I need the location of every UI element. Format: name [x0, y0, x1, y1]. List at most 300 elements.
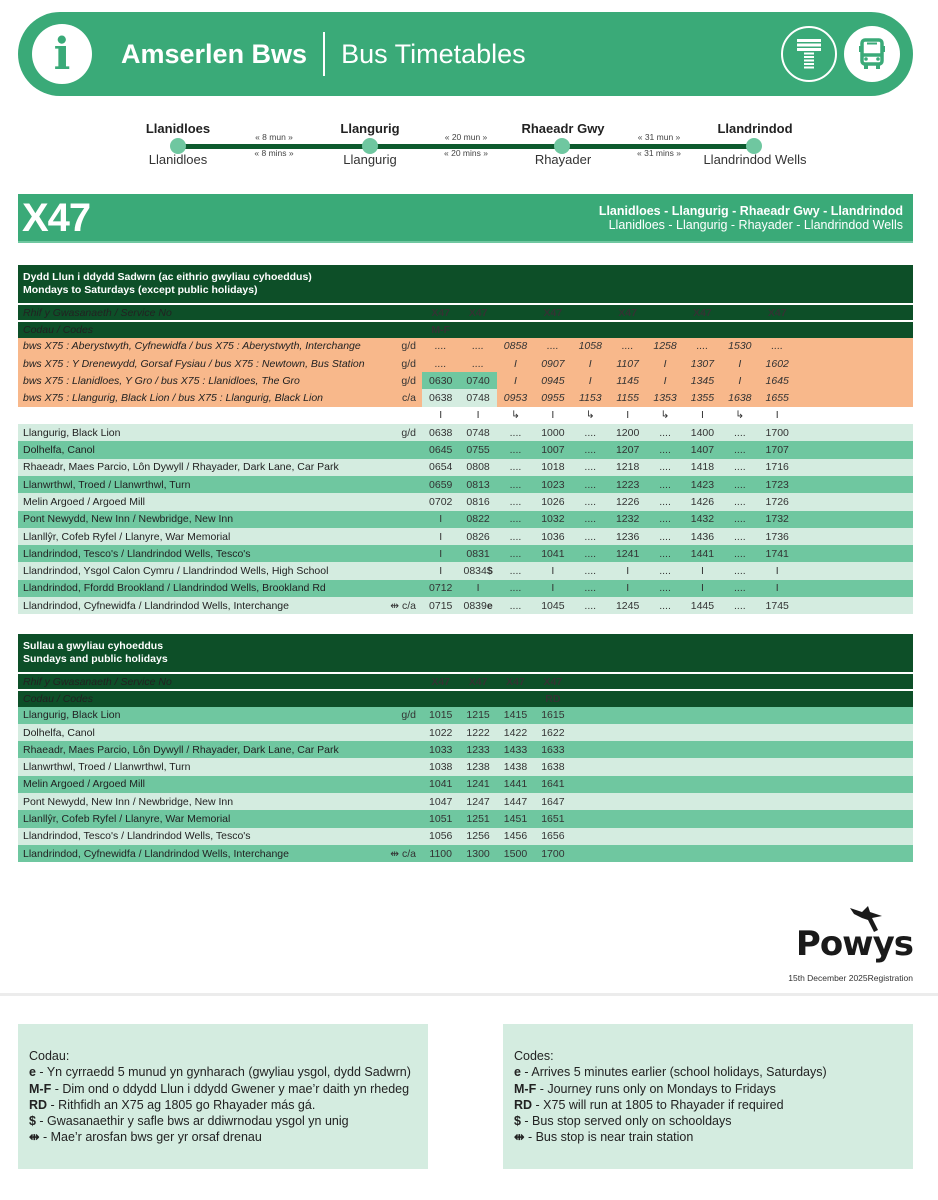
time-cell: 1153	[572, 389, 609, 406]
time-cell: I	[684, 562, 721, 579]
time-cell: ....	[572, 597, 609, 614]
time-cell: ....	[497, 597, 534, 614]
service-number-cell	[572, 303, 609, 320]
code-cell	[646, 320, 683, 337]
time-cell: 1415	[497, 707, 534, 724]
time-cell: I	[609, 580, 646, 597]
row-filler	[572, 845, 913, 862]
time-cell: ....	[721, 580, 758, 597]
time-cell: ....	[497, 562, 534, 579]
code-key: ⇹	[29, 1130, 40, 1145]
time-cell: 1423	[684, 476, 721, 493]
time-cell: 1441	[684, 545, 721, 562]
time-cell: 1022	[422, 724, 459, 741]
time-cell: 1445	[684, 597, 721, 614]
row-filler	[796, 562, 913, 579]
time-cell: ....	[646, 424, 683, 441]
table-row	[18, 741, 913, 758]
time-cell: ....	[646, 562, 683, 579]
code-definition	[29, 1097, 417, 1113]
code-cell	[572, 320, 609, 337]
code-description: - Arrives 5 minutes earlier (school holidays, Saturdays)	[520, 1065, 827, 1080]
time-cell: 0813	[459, 476, 496, 493]
time-cell: 0638	[422, 424, 459, 441]
code-key: e	[29, 1065, 36, 1080]
time-value: 0834	[463, 565, 487, 578]
table-row	[18, 758, 913, 775]
time-cell: I	[497, 355, 534, 372]
time-cell: ....	[721, 562, 758, 579]
code-definition	[29, 1113, 417, 1129]
table-row	[18, 828, 913, 845]
stop-code	[376, 580, 422, 597]
time-cell: 1233	[459, 741, 496, 758]
time-cell: 1007	[534, 441, 571, 458]
time-cell: 1207	[609, 441, 646, 458]
row-filler	[796, 407, 913, 424]
time-cell: 1041	[422, 776, 459, 793]
code-cell	[721, 320, 758, 337]
code-definition	[514, 1081, 902, 1097]
title-english: Bus Timetables	[341, 38, 526, 69]
service-number-cell: X47	[422, 672, 459, 689]
time-cell: ....	[572, 441, 609, 458]
route-duration-english: « 8 mins »	[254, 148, 294, 158]
time-cell: 0715	[422, 597, 459, 614]
service-number: X47	[22, 196, 91, 240]
stop-name: Llandrindod, Ffordd Brookland / Llandrindod Wells, Brookland Rd	[18, 580, 376, 597]
row-filler	[572, 707, 913, 724]
route-stop-welsh: Llandrindod	[717, 121, 793, 136]
publication-date: 15th December 2025Registration	[788, 973, 913, 983]
codes-label: Codau / Codes	[18, 320, 422, 337]
time-cell: 0826	[459, 528, 496, 545]
time-cell: 1456	[497, 828, 534, 845]
time-cell: ....	[422, 355, 459, 372]
stop-code	[376, 724, 422, 741]
time-cell: ....	[497, 580, 534, 597]
time-cell: 0755	[459, 441, 496, 458]
time-cell: 0638	[422, 389, 459, 406]
row-filler	[572, 758, 913, 775]
continues-icon: I	[684, 407, 721, 424]
time-cell: ....	[534, 338, 571, 355]
stop-name: Llandrindod, Tesco's / Llandrindod Wells, Tesco's	[18, 828, 376, 845]
time-cell: ....	[422, 338, 459, 355]
service-number-cell: X47	[534, 672, 571, 689]
time-value: 0839	[463, 599, 487, 612]
code-cell	[459, 689, 496, 706]
time-cell: I	[534, 562, 571, 579]
table-row	[18, 597, 913, 614]
time-cell: I	[609, 562, 646, 579]
stop-code	[376, 459, 422, 476]
time-cell: ....	[646, 580, 683, 597]
connection-row	[18, 389, 913, 406]
table-row	[18, 724, 913, 741]
stop-code	[376, 545, 422, 562]
row-filler	[796, 372, 913, 389]
time-cell: 1051	[422, 810, 459, 827]
time-cell: 1651	[534, 810, 571, 827]
stop-code	[376, 828, 422, 845]
time-cell	[459, 562, 496, 579]
stop-code	[376, 810, 422, 827]
service-number-label: Rhif y Gwasanaeth / Service No	[18, 303, 422, 320]
code-description: - Yn cyrraedd 5 munud yn gynharach (gwyliau ysgol, dydd Sadwrn)	[35, 1065, 411, 1080]
stop-code	[376, 493, 422, 510]
stop-code	[376, 511, 422, 528]
table-row	[18, 562, 913, 579]
time-cell: 1441	[497, 776, 534, 793]
table-row	[18, 511, 913, 528]
code-cell	[759, 320, 796, 337]
row-filler	[796, 389, 913, 406]
code-key: ⇹	[514, 1130, 525, 1145]
code-cell	[534, 320, 571, 337]
title-divider	[323, 32, 325, 76]
time-cell: 0659	[422, 476, 459, 493]
time-cell: 1345	[684, 372, 721, 389]
time-cell: 1716	[759, 459, 796, 476]
connection-stop-name: bws X75 : Llangurig, Black Lion / bus X75 : Llangurig, Black Lion	[18, 389, 376, 406]
stop-code	[376, 793, 422, 810]
row-filler	[572, 793, 913, 810]
info-icon: i	[32, 24, 92, 84]
row-filler	[796, 597, 913, 614]
time-cell: 1700	[759, 424, 796, 441]
table-row	[18, 528, 913, 545]
row-filler	[796, 459, 913, 476]
time-cell: 0955	[534, 389, 571, 406]
time-cell: 1256	[459, 828, 496, 845]
time-cell: 0953	[497, 389, 534, 406]
time-cell: 1707	[759, 441, 796, 458]
stop-name: Llandrindod, Cyfnewidfa / Llandrindod Wells, Interchange	[18, 845, 376, 862]
route-stop-english: Rhayader	[534, 152, 592, 167]
time-cell: I	[646, 372, 683, 389]
powys-logo: Powys	[795, 924, 913, 964]
timetable-title-welsh: Sullau a gwyliau cyhoeddus	[23, 640, 164, 652]
code-key: $	[514, 1114, 521, 1129]
table-row	[18, 707, 913, 724]
time-cell: 1100	[422, 845, 459, 862]
code-key: RD	[29, 1097, 48, 1112]
time-cell: ....	[459, 338, 496, 355]
time-cell: 1422	[497, 724, 534, 741]
stop-name: Pont Newydd, New Inn / Newbridge, New Inn	[18, 793, 376, 810]
row-filler	[796, 545, 913, 562]
time-cell: 1615	[534, 707, 571, 724]
time-cell: 1736	[759, 528, 796, 545]
time-cell: 1436	[684, 528, 721, 545]
time-cell: ....	[497, 459, 534, 476]
time-cell: 1732	[759, 511, 796, 528]
table-row	[18, 776, 913, 793]
time-cell: 1241	[459, 776, 496, 793]
stop-name: Llanwrthwl, Troed / Llanwrthwl, Turn	[18, 476, 376, 493]
route-stop-english: Llanidloes	[148, 152, 208, 167]
row-filler	[572, 724, 913, 741]
time-cell: 1633	[534, 741, 571, 758]
time-cell: 1023	[534, 476, 571, 493]
time-cell: 0907	[534, 355, 571, 372]
time-cell: ....	[646, 476, 683, 493]
time-cell: ....	[572, 459, 609, 476]
time-cell: 1407	[684, 441, 721, 458]
time-cell: 1622	[534, 724, 571, 741]
service-number-cell: X47	[684, 303, 721, 320]
time-cell: ....	[572, 580, 609, 597]
time-note-code: e	[486, 599, 493, 612]
service-number-cell: X47	[497, 672, 534, 689]
code-description: - Rithfidh an X75 ag 1805 go Rhayader más gá.	[47, 1097, 316, 1112]
time-cell: ....	[572, 511, 609, 528]
time-cell: I	[572, 372, 609, 389]
time-cell: ....	[721, 493, 758, 510]
time-cell: 1056	[422, 828, 459, 845]
time-cell: 1038	[422, 758, 459, 775]
codes-legend-english	[503, 1024, 913, 1169]
connection-stop-name: bws X75 : Llanidloes, Y Gro / bus X75 : Llanidloes, The Gro	[18, 372, 376, 389]
time-cell: 1438	[497, 758, 534, 775]
connection-stop-name: bws X75 : Y Drenewydd, Gorsaf Fysiau / bus X75 : Newtown, Bus Station	[18, 355, 376, 372]
time-cell	[459, 597, 496, 614]
stop-code: c/a	[376, 389, 422, 406]
time-cell: ....	[572, 493, 609, 510]
code-description: - Mae’r arosfan bws ger yr orsaf drenau	[39, 1130, 262, 1145]
codes-row	[18, 320, 913, 337]
code-description: - Dim ond o ddydd Llun i ddydd Gwener y mae’r daith yn rhedeg	[51, 1081, 410, 1096]
header-filler	[572, 672, 913, 689]
time-cell: 0645	[422, 441, 459, 458]
table-row	[18, 793, 913, 810]
time-cell: 0808	[459, 459, 496, 476]
service-route-welsh: Llanidloes - Llangurig - Rhaeadr Gwy - Llandrindod	[598, 204, 903, 218]
stop-name: Llandrindod, Tesco's / Llandrindod Wells, Tesco's	[18, 545, 376, 562]
code-cell	[459, 320, 496, 337]
timetable-title-welsh: Dydd Llun i ddydd Sadwrn (ac eithrio gwyliau cyhoeddus)	[23, 271, 312, 283]
time-cell: ....	[497, 476, 534, 493]
time-cell: 1655	[759, 389, 796, 406]
stop-name: Rhaeadr, Maes Parcio, Lôn Dywyll / Rhayader, Dark Lane, Car Park	[18, 459, 376, 476]
code-description: - Bus stop is near train station	[524, 1130, 694, 1145]
route-duration-welsh: « 31 mun »	[637, 132, 681, 142]
time-cell: 0748	[459, 424, 496, 441]
connection-row	[18, 338, 913, 355]
time-cell: 1723	[759, 476, 796, 493]
time-cell: 1247	[459, 793, 496, 810]
time-cell: 1145	[609, 372, 646, 389]
time-cell: 1447	[497, 793, 534, 810]
time-cell: ....	[572, 424, 609, 441]
time-cell: 1700	[534, 845, 571, 862]
route-duration-welsh: « 8 mun »	[255, 132, 293, 142]
table-row	[18, 580, 913, 597]
stop-name: Dolhelfa, Canol	[18, 441, 376, 458]
time-cell: 1000	[534, 424, 571, 441]
codes-row	[18, 689, 913, 706]
row-filler	[796, 424, 913, 441]
time-cell: ....	[646, 597, 683, 614]
time-cell: ....	[721, 597, 758, 614]
time-cell: 1656	[534, 828, 571, 845]
time-cell: 1226	[609, 493, 646, 510]
stop-name: Melin Argoed / Argoed Mill	[18, 776, 376, 793]
code-definition	[514, 1097, 902, 1113]
service-number-cell: X47	[534, 303, 571, 320]
time-cell: 1426	[684, 493, 721, 510]
time-cell: 1222	[459, 724, 496, 741]
time-cell: 1307	[684, 355, 721, 372]
time-cell: I	[646, 355, 683, 372]
time-cell: 1741	[759, 545, 796, 562]
table-row	[18, 810, 913, 827]
header-filler	[572, 689, 913, 706]
header-filler	[796, 320, 913, 337]
timetable-title-row	[18, 634, 913, 672]
row-filler	[796, 511, 913, 528]
title-welsh: Amserlen Bws	[121, 38, 308, 69]
time-cell: 1200	[609, 424, 646, 441]
time-cell: 0630	[422, 372, 459, 389]
code-definition	[514, 1129, 902, 1145]
time-cell: ....	[646, 441, 683, 458]
time-cell: ....	[721, 424, 758, 441]
time-cell: 1238	[459, 758, 496, 775]
row-filler	[796, 493, 913, 510]
stop-name: Melin Argoed / Argoed Mill	[18, 493, 376, 510]
route-stop-english: Llandrindod Wells	[703, 152, 807, 167]
time-cell: I	[759, 562, 796, 579]
row-filler	[796, 338, 913, 355]
timetable-title-english: Sundays and public holidays	[23, 653, 168, 665]
time-cell: 1215	[459, 707, 496, 724]
service-number-row	[18, 303, 913, 320]
time-cell: I	[684, 580, 721, 597]
time-cell: ....	[497, 511, 534, 528]
service-number-cell: X47	[459, 303, 496, 320]
time-cell: I	[422, 562, 459, 579]
timetable-title-row	[18, 265, 913, 303]
time-cell: ....	[759, 338, 796, 355]
time-cell: 0816	[459, 493, 496, 510]
time-cell: 0712	[422, 580, 459, 597]
row-filler	[796, 441, 913, 458]
service-route-english: Llanidloes - Llangurig - Rhayader - Llandrindod Wells	[608, 218, 903, 232]
table-row	[18, 545, 913, 562]
table-row	[18, 845, 913, 862]
timetable-title-english: Mondays to Saturdays (except public holidays)	[23, 284, 258, 296]
code-key: RD	[514, 1097, 533, 1112]
time-cell: ....	[497, 528, 534, 545]
row-filler	[796, 355, 913, 372]
stop-code: ⇹ c/a	[376, 845, 422, 862]
route-duration-english: « 20 mins »	[444, 148, 488, 158]
time-cell: ....	[721, 528, 758, 545]
time-cell: ....	[572, 562, 609, 579]
time-cell: ....	[646, 511, 683, 528]
time-cell: 0858	[497, 338, 534, 355]
route-duration-welsh: « 20 mun »	[444, 132, 488, 142]
time-cell: ....	[721, 459, 758, 476]
code-definition	[29, 1081, 417, 1097]
route-stop-welsh: Rhaeadr Gwy	[521, 121, 605, 136]
time-cell: 1047	[422, 793, 459, 810]
row-filler	[796, 476, 913, 493]
route-duration-english: « 31 mins »	[637, 148, 681, 158]
page-title	[121, 36, 526, 72]
time-cell: ....	[721, 476, 758, 493]
time-cell: I	[721, 355, 758, 372]
time-cell: 1251	[459, 810, 496, 827]
stop-code	[376, 776, 422, 793]
sunday-timetable	[18, 634, 913, 862]
code-cell	[609, 320, 646, 337]
time-cell: 1353	[646, 389, 683, 406]
time-cell: ....	[646, 545, 683, 562]
stop-code	[376, 476, 422, 493]
code-key: M-F	[514, 1081, 537, 1096]
time-cell: 1058	[572, 338, 609, 355]
time-cell: ....	[646, 493, 683, 510]
time-cell: 1258	[646, 338, 683, 355]
table-row	[18, 493, 913, 510]
time-cell: 1451	[497, 810, 534, 827]
time-cell: 1641	[534, 776, 571, 793]
footer-divider	[0, 993, 938, 996]
code-description: - Bus stop served only on schooldays	[520, 1114, 732, 1129]
time-cell: 1033	[422, 741, 459, 758]
time-cell: 1236	[609, 528, 646, 545]
row-filler	[796, 528, 913, 545]
continues-icon: I	[459, 407, 496, 424]
stop-name: Rhaeadr, Maes Parcio, Lôn Dywyll / Rhayader, Dark Lane, Car Park	[18, 741, 376, 758]
table-row	[18, 459, 913, 476]
time-cell: 1647	[534, 793, 571, 810]
time-cell: ....	[497, 493, 534, 510]
time-cell: I	[497, 372, 534, 389]
service-number-row	[18, 672, 913, 689]
row-filler	[572, 741, 913, 758]
time-cell: I	[534, 580, 571, 597]
time-cell: 1018	[534, 459, 571, 476]
time-cell: I	[759, 580, 796, 597]
continues-icon: I	[534, 407, 571, 424]
time-cell: ....	[572, 545, 609, 562]
time-cell: ....	[572, 528, 609, 545]
time-cell: 1045	[534, 597, 571, 614]
time-cell: 1015	[422, 707, 459, 724]
time-cell: I	[422, 528, 459, 545]
stop-code: g/d	[376, 372, 422, 389]
time-cell: ....	[609, 338, 646, 355]
code-cell	[497, 320, 534, 337]
stop-code: ⇹ c/a	[376, 597, 422, 614]
route-stop-welsh: Llanidloes	[145, 121, 211, 136]
stop-code	[376, 741, 422, 758]
time-cell: 0822	[459, 511, 496, 528]
code-definition	[29, 1064, 417, 1080]
codes-heading: Codes:	[514, 1049, 554, 1063]
connection-row	[18, 372, 913, 389]
connection-arrow-icon: ↳	[721, 407, 758, 424]
stop-code: g/d	[376, 707, 422, 724]
time-cell: 0831	[459, 545, 496, 562]
time-cell: ....	[497, 424, 534, 441]
service-number-cell: X47	[422, 303, 459, 320]
row-filler	[572, 828, 913, 845]
